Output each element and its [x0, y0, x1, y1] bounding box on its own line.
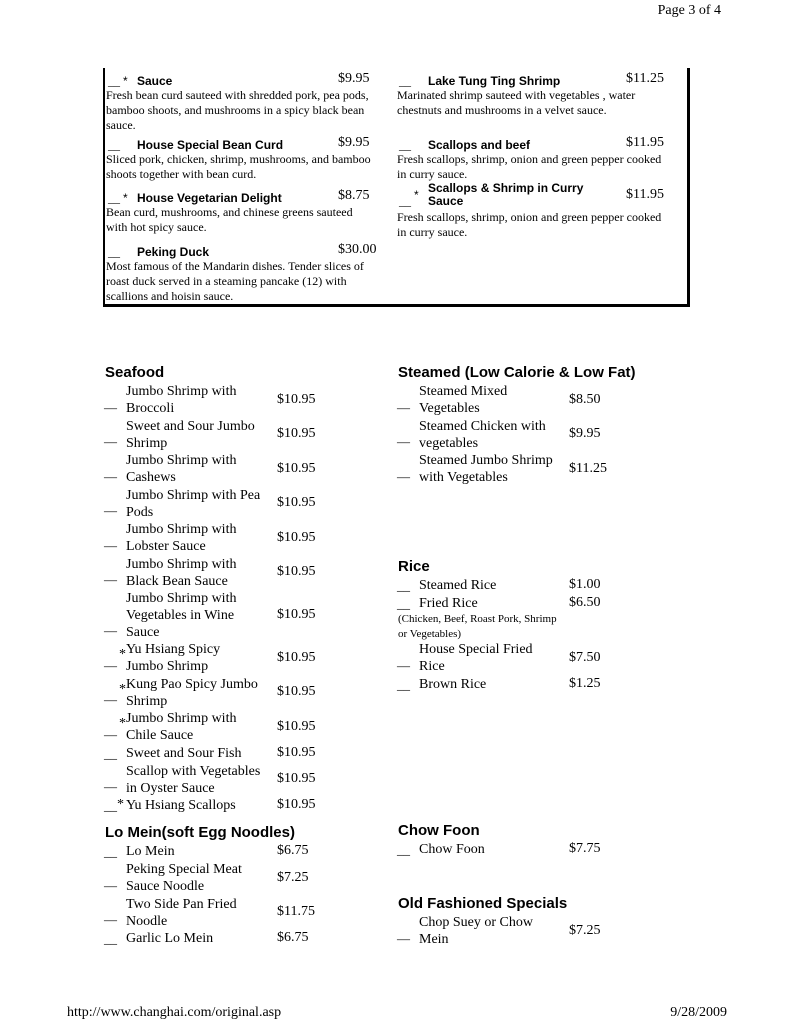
item-name: Sweet and Sour Jumbo Shrimp	[126, 418, 255, 451]
order-blank: __	[104, 798, 117, 813]
section-title-rice: Rice	[398, 558, 430, 575]
item-price: $9.95	[338, 135, 370, 150]
order-blank: —	[104, 692, 117, 707]
menu-item	[104, 710, 344, 745]
item-name: Jumbo Shrimp with Broccoli	[126, 384, 237, 416]
item-name: Sweet and Sour Fish	[126, 745, 242, 761]
order-blank: __	[104, 931, 117, 946]
menu-item	[104, 676, 344, 711]
menu-item	[397, 72, 685, 118]
order-blank: —	[397, 468, 410, 484]
item-price: $10.95	[277, 495, 316, 511]
item-name: House Special Fried Rice	[419, 642, 533, 674]
item-name: Chop Suey or Chow Mein	[419, 915, 533, 947]
section-title-old-fashioned: Old Fashioned Specials	[398, 895, 568, 912]
item-name: Steamed Mixed Vegetables	[419, 384, 508, 416]
menu-item	[106, 189, 394, 235]
item-name: Scallops and beef	[428, 138, 531, 152]
order-blank: __	[108, 191, 120, 205]
order-blank: —	[104, 623, 117, 638]
item-name: House Vegetarian Delight	[137, 191, 282, 205]
menu-item	[397, 577, 637, 595]
item-price: $7.25	[569, 922, 601, 938]
order-blank: __	[397, 676, 410, 692]
spicy-marker: *	[117, 797, 124, 812]
item-price: $10.95	[277, 797, 316, 812]
section-title-steamed: Steamed (Low Calorie & Low Fat)	[398, 364, 636, 381]
order-blank: __	[399, 74, 411, 88]
item-price: $9.95	[338, 71, 370, 86]
item-name: Peking Special Meat Sauce Noodle	[126, 862, 242, 894]
menu-item	[397, 841, 637, 859]
menu-item	[397, 914, 637, 949]
item-price: $7.75	[569, 841, 601, 856]
spicy-marker: *	[123, 74, 128, 88]
order-blank: —	[104, 912, 117, 927]
footer-url: http://www.changhai.com/original.asp	[67, 1005, 282, 1020]
menu-item	[397, 452, 637, 487]
order-blank: __	[108, 74, 120, 88]
item-price: $10.95	[277, 391, 316, 407]
item-description: Marinated shrimp sauteed with vegetables , water chestnuts and mushrooms in a velvet sauce.	[397, 88, 636, 117]
spicy-marker: *	[123, 191, 128, 205]
item-name: Lo Mein	[126, 844, 175, 859]
steamed-list	[397, 383, 637, 487]
order-blank: __	[399, 194, 411, 208]
fried-rice-note: (Chicken, Beef, Roast Pork, Shrimp or Vegetables)	[398, 613, 557, 640]
item-name: House Special Bean Curd	[137, 138, 284, 152]
menu-item	[106, 243, 394, 304]
menu-item	[104, 556, 344, 591]
menu-item	[104, 861, 344, 896]
order-blank: —	[104, 726, 117, 742]
item-name: Two Side Pan Fried Noodle	[126, 896, 237, 929]
item-name: Yu Hsiang Scallops	[126, 798, 236, 813]
item-description: Fresh scallops, shrimp, onion and green pepper cooked in curry sauce.	[397, 210, 662, 239]
section-title-chow-foon: Chow Foon	[398, 822, 480, 839]
menu-item	[397, 641, 637, 676]
item-name: Brown Rice	[419, 676, 487, 692]
order-blank: —	[104, 503, 117, 518]
order-blank: __	[397, 842, 410, 857]
item-name: Jumbo Shrimp with Pea Pods	[126, 487, 261, 520]
order-blank: —	[104, 877, 117, 893]
menu-item	[104, 930, 344, 948]
order-blank: —	[104, 399, 117, 415]
order-blank: —	[104, 657, 117, 673]
item-price: $11.95	[626, 187, 664, 202]
order-blank: —	[104, 572, 117, 587]
menu-item	[397, 595, 637, 613]
item-name: Steamed Jumbo Shrimp with Vegetables	[419, 453, 553, 485]
specials-box	[103, 68, 690, 307]
item-price: $30.00	[338, 242, 377, 257]
page-number: Page 3 of 4	[657, 3, 721, 18]
spicy-marker: *	[119, 647, 126, 662]
item-price: $1.00	[569, 577, 601, 592]
order-blank: __	[104, 745, 117, 761]
item-price: $10.95	[277, 607, 316, 622]
order-blank: __	[397, 596, 410, 611]
item-price: $6.50	[569, 595, 601, 610]
menu-item	[397, 676, 637, 694]
order-blank: —	[104, 434, 117, 449]
order-blank: —	[104, 468, 117, 484]
item-price: $1.25	[569, 675, 601, 691]
menu-item	[104, 452, 344, 487]
item-name: Jumbo Shrimp with Cashews	[126, 453, 237, 485]
item-description: Most famous of the Mandarin dishes. Tender slices of roast duck served in a steaming pancake (12) with scallions and hoisin sauce.	[106, 259, 364, 303]
chow-foon-list	[397, 841, 637, 859]
menu-item	[397, 418, 637, 453]
item-name: Lake Tung Ting Shrimp	[428, 74, 561, 88]
menu-item	[104, 383, 344, 418]
menu-item	[104, 590, 344, 641]
item-price: $6.75	[277, 930, 309, 945]
seafood-list	[104, 383, 344, 815]
item-name: Scallop with Vegetables in Oyster Sauce	[126, 763, 261, 796]
item-price: $8.50	[569, 391, 601, 407]
order-blank: —	[104, 537, 117, 553]
order-blank: __	[108, 245, 120, 259]
order-blank: —	[397, 657, 410, 673]
item-name: Kung Pao Spicy Jumbo Shrimp	[126, 676, 258, 709]
item-price: $11.25	[569, 460, 607, 476]
spicy-marker: *	[414, 188, 419, 202]
item-price: $10.95	[277, 649, 316, 665]
section-title-lo-mein: Lo Mein(soft Egg Noodles)	[105, 824, 295, 841]
item-price: $10.95	[277, 460, 316, 476]
item-price: $6.75	[277, 843, 309, 858]
old-fashioned-list	[397, 914, 637, 949]
menu-item	[106, 72, 394, 133]
item-name: Garlic Lo Mein	[126, 931, 214, 946]
item-price: $10.95	[277, 426, 316, 442]
item-name: Steamed Chicken with vegetables	[419, 418, 546, 451]
section-title-seafood: Seafood	[105, 364, 165, 381]
item-price: $10.95	[277, 718, 316, 734]
spicy-marker: *	[119, 716, 126, 731]
item-name: Chow Foon	[419, 842, 485, 857]
item-name: Fried Rice	[419, 596, 478, 611]
menu-item	[106, 136, 394, 182]
menu-item	[397, 383, 637, 418]
item-name: Peking Duck	[137, 245, 210, 259]
item-description: Fresh bean curd sauteed with shredded pork, pea pods, bamboo shoots, and mushrooms in a spicy black bean sauce.	[106, 88, 369, 132]
lo-mein-list	[104, 843, 344, 948]
menu-item	[104, 418, 344, 453]
item-price: $9.95	[569, 426, 601, 442]
item-name: Jumbo Shrimp with Lobster Sauce	[126, 522, 237, 554]
item-price: $10.95	[277, 529, 316, 545]
menu-item	[104, 797, 344, 815]
item-price: $7.50	[569, 649, 601, 665]
item-description: Bean curd, mushrooms, and chinese greens sauteed with hot spicy sauce.	[106, 205, 353, 234]
item-price: $8.75	[338, 188, 370, 203]
menu-item	[104, 487, 344, 522]
order-blank: __	[104, 844, 117, 859]
order-blank: —	[397, 434, 410, 449]
item-name: Jumbo Shrimp with Black Bean Sauce	[126, 556, 237, 589]
item-name: Jumbo Shrimp with Chile Sauce	[126, 711, 237, 743]
item-name: Steamed Rice	[419, 578, 497, 593]
order-blank: —	[397, 399, 410, 415]
item-price: $10.95	[277, 564, 316, 580]
menu-item	[104, 745, 344, 763]
item-name: Sauce	[137, 74, 173, 88]
menu-item	[104, 896, 344, 931]
rice-list	[397, 577, 637, 613]
item-name: Yu Hsiang Spicy Jumbo Shrimp	[126, 642, 221, 674]
spicy-marker: *	[119, 681, 126, 697]
item-price: $7.25	[277, 869, 309, 885]
order-blank: —	[104, 779, 117, 794]
order-blank: __	[399, 138, 411, 152]
menu-item	[104, 763, 344, 798]
item-name: Jumbo Shrimp with Vegetables in Wine Sauce	[126, 591, 237, 640]
menu-item	[104, 641, 344, 676]
menu-item	[104, 521, 344, 556]
item-price: $11.95	[626, 135, 664, 150]
order-blank: __	[108, 138, 120, 152]
item-price: $11.25	[626, 71, 664, 86]
item-price: $10.95	[277, 744, 316, 760]
menu-item	[397, 182, 685, 240]
menu-item	[397, 136, 685, 182]
item-price: $10.95	[277, 684, 316, 700]
item-name: Scallops & Shrimp in Curry Sauce	[428, 181, 584, 208]
rice-list-continued	[397, 641, 637, 694]
item-price: $10.95	[277, 771, 316, 787]
order-blank: —	[397, 930, 410, 946]
item-description: Sliced pork, chicken, shrimp, mushrooms, and bamboo shoots together with bean curd.	[106, 152, 371, 181]
item-price: $11.75	[277, 904, 315, 920]
footer-date: 9/28/2009	[670, 1005, 727, 1020]
item-description: Fresh scallops, shrimp, onion and green pepper cooked in curry sauce.	[397, 152, 662, 181]
menu-item	[104, 843, 344, 861]
order-blank: __	[397, 578, 410, 593]
